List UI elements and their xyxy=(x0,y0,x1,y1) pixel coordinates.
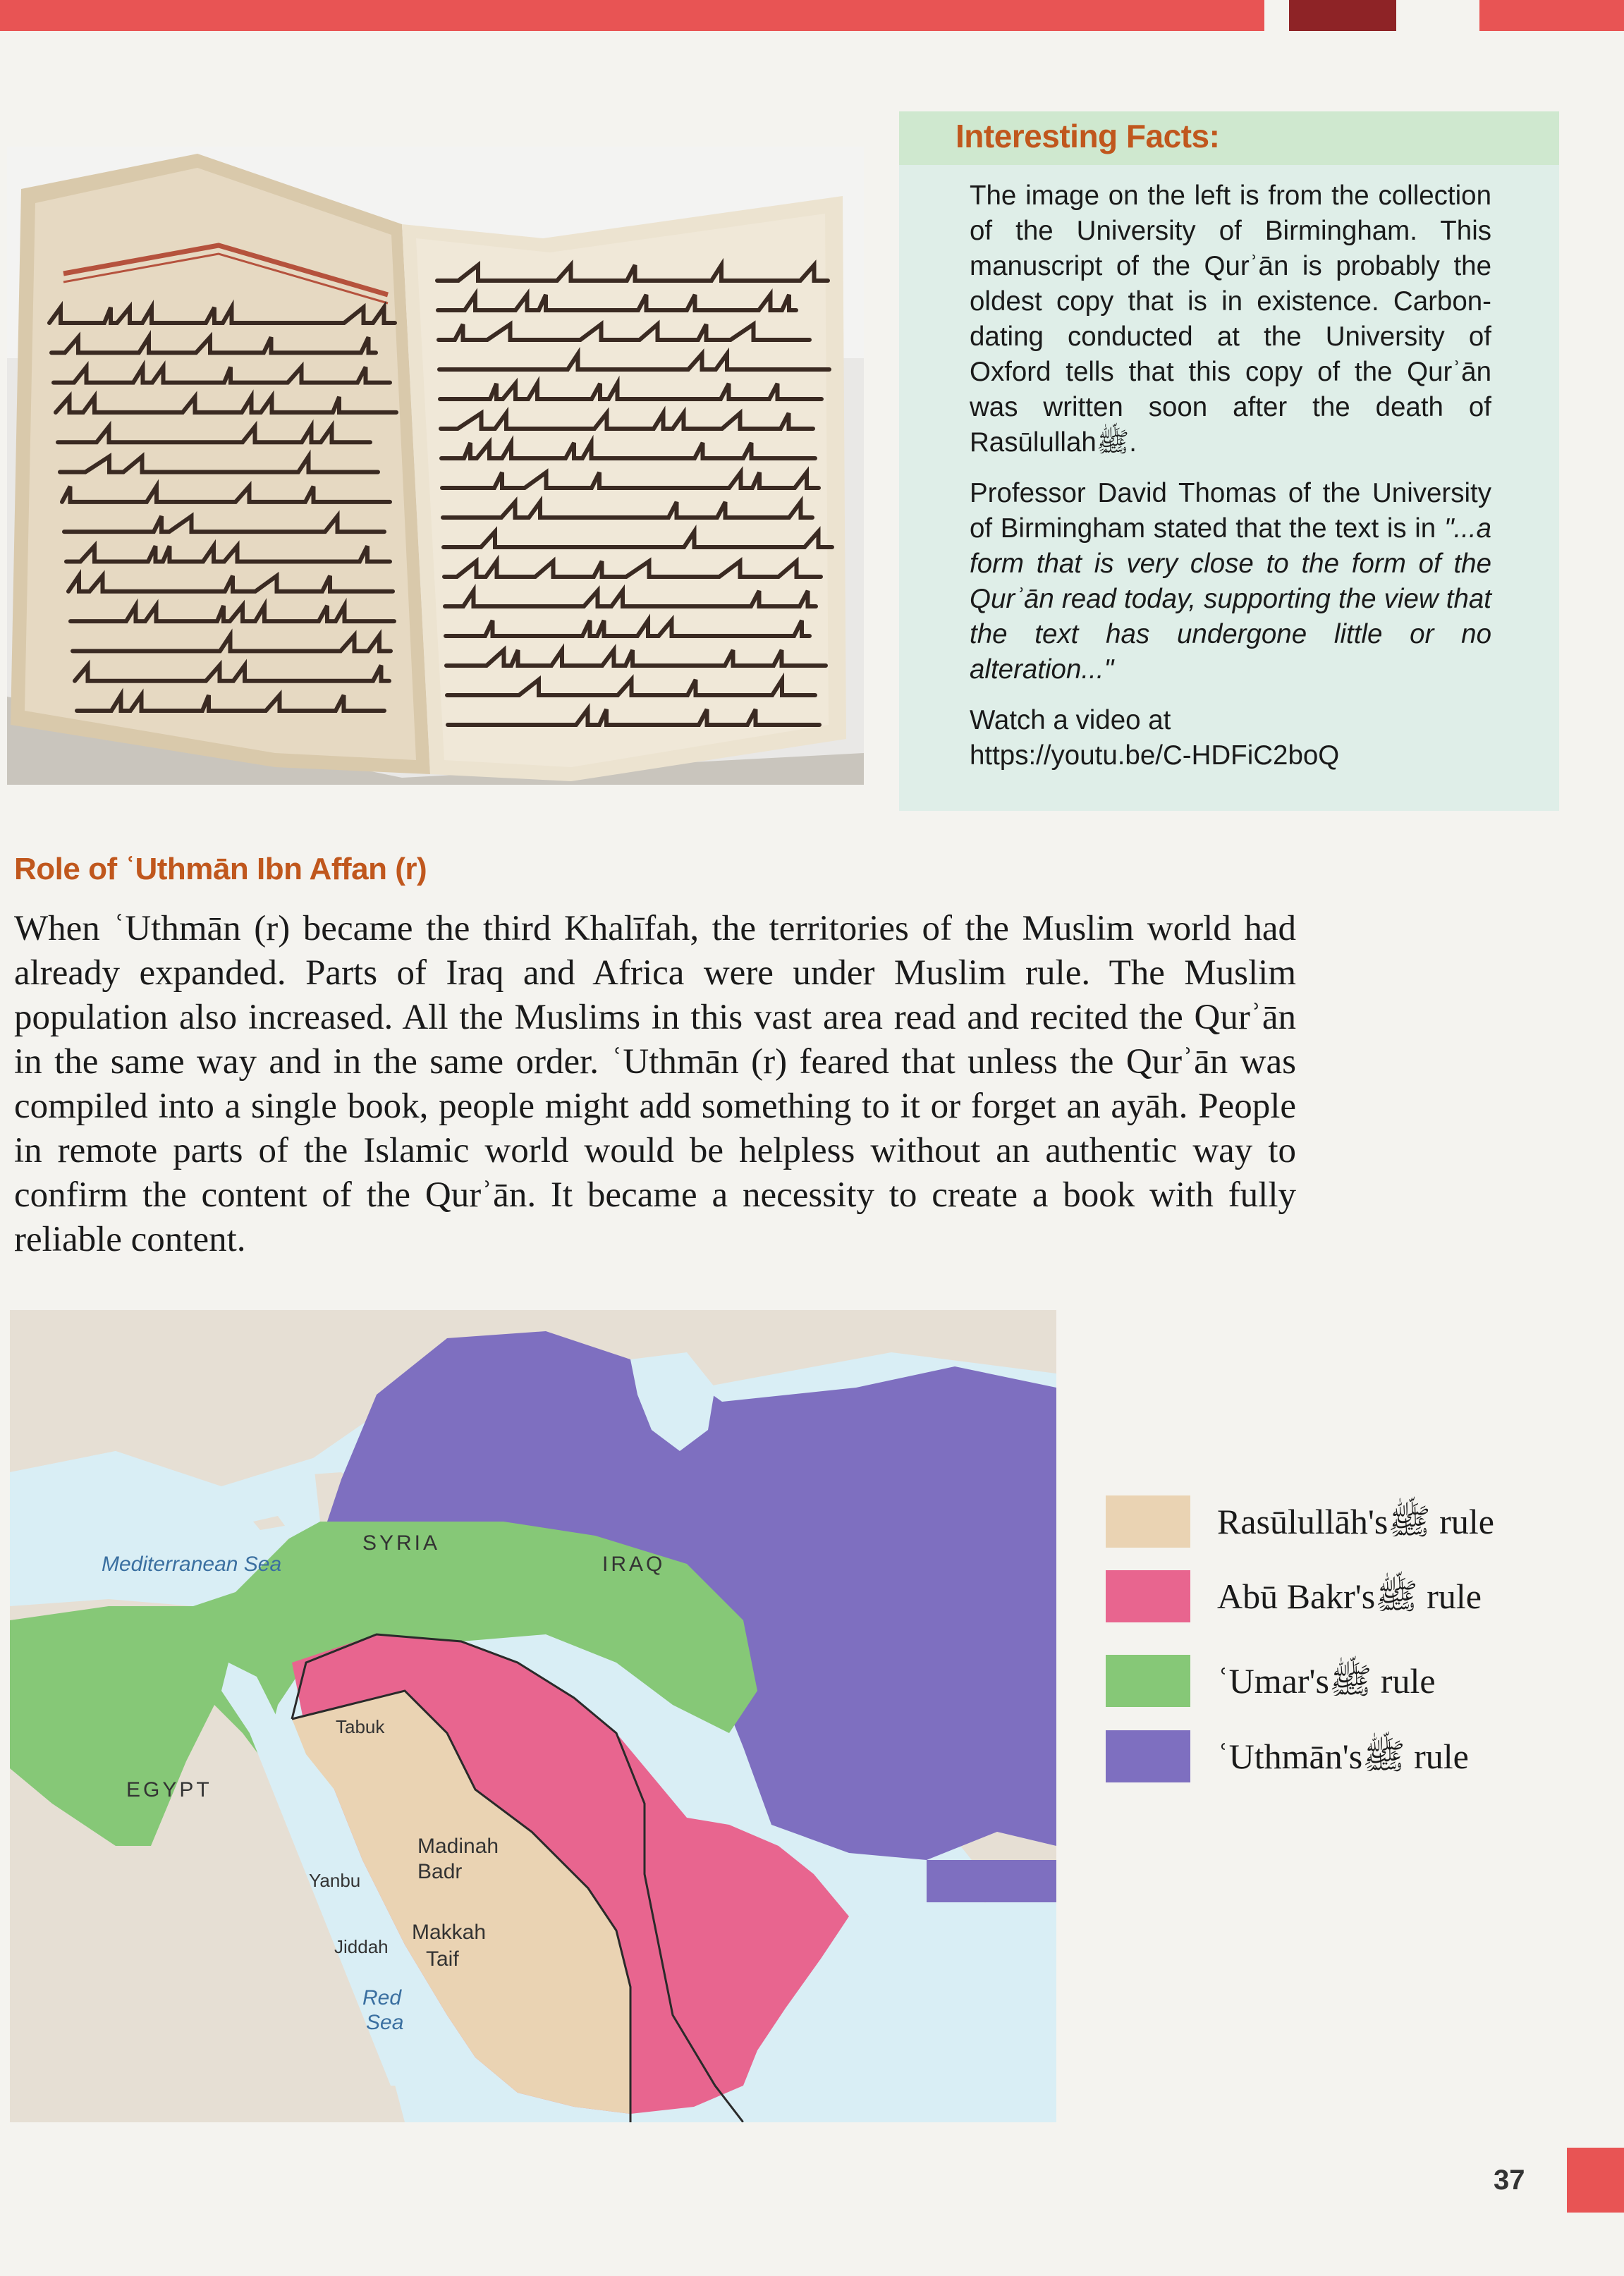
legend-item-uthman xyxy=(1106,1728,1557,1785)
legend-swatch xyxy=(1106,1570,1190,1622)
facts-paragraph-2 xyxy=(970,476,1491,687)
map-label-badr: Badr xyxy=(417,1860,463,1883)
map-label-syria: SYRIA xyxy=(362,1531,441,1555)
section-body: When ʿUthmān (r) became the third Khalīfah, the territories of the Muslim world had already expanded. Parts of Iraq and Africa were under Muslim rule. The Muslim population also increased. All the Muslims in this vast area read and recited the Qurʾān in the same way and in the same order. ʿUthmān (r) feared that unless the Qurʾān was compiled into a single book, people might add something to it or forget an ayāh. People in remote parts of the Islamic world would be helpless without an authentic way to confirm the content of the Qurʾān. It became a necessity to create a book with fully reliable content. xyxy=(14,909,1296,1259)
map-label-taif: Taif xyxy=(426,1947,459,1971)
legend-swatch xyxy=(1106,1730,1190,1782)
video-label: Watch a video at xyxy=(970,705,1171,735)
legend-label: Rasūlullāh'sﷺ rule xyxy=(1217,1502,1494,1541)
header-bar-left xyxy=(0,0,1264,31)
legend-swatch xyxy=(1106,1655,1190,1707)
map-label-madinah: Madinah xyxy=(417,1835,499,1858)
facts-title: Interesting Facts: xyxy=(956,118,1220,154)
header-bar-accent xyxy=(1289,0,1396,31)
map-label-yanbu: Yanbu xyxy=(309,1870,361,1891)
territory-map xyxy=(10,1310,1056,2122)
section-heading: Role of ʿUthmān Ibn Affan (r) xyxy=(14,852,427,886)
map-label-iraq: IRAQ xyxy=(602,1553,666,1576)
legend-label: ʿUthmān'sﷺ rule xyxy=(1217,1737,1469,1776)
map-label-mediterranean: Mediterranean Sea xyxy=(102,1553,282,1576)
video-link[interactable]: https://youtu.be/C-HDFiC2boQ xyxy=(970,740,1340,771)
page-number: 37 xyxy=(1494,2165,1525,2196)
facts-quote: "...a form that is very close to the form of the Qurʾān read today, supporting the view that the text has undergone little or no alteration..." xyxy=(970,513,1491,685)
map-label-egypt: EGYPT xyxy=(126,1778,212,1801)
manuscript-photo xyxy=(7,147,864,785)
facts-paragraph-3 xyxy=(970,703,1491,773)
legend-swatch xyxy=(1106,1495,1190,1548)
legend-label: Abū Bakr'sﷺ rule xyxy=(1217,1577,1482,1616)
corner-bar xyxy=(1567,2148,1624,2213)
facts-paragraph-2-intro: Professor David Thomas of the University of Birmingham stated that the text is in xyxy=(970,478,1491,544)
map-label-tabuk: Tabuk xyxy=(336,1716,385,1737)
header-bar-right xyxy=(1479,0,1624,31)
facts-paragraph-1: The image on the left is from the collection of the University of Birmingham. This manuscript of the Qurʾān is probably the oldest copy that is in existence. Carbon-dating conducted at the University of Oxford tells that this copy of the Qurʾān was written soon after the death of Rasūlullahﷺ. xyxy=(970,181,1491,458)
map-iran-land xyxy=(927,1860,1056,1902)
legend-item-umar xyxy=(1106,1653,1557,1709)
map-label-sea: Sea xyxy=(366,2011,404,2034)
map-label-makkah: Makkah xyxy=(412,1921,487,1944)
map-label-red: Red xyxy=(362,1986,402,2009)
legend-item-rasulullah xyxy=(1106,1493,1557,1550)
map-label-jiddah: Jiddah xyxy=(334,1936,389,1957)
facts-body xyxy=(970,178,1491,789)
legend-label: ʿUmar'sﷺ rule xyxy=(1217,1661,1436,1701)
legend-item-abu-bakr xyxy=(1106,1568,1557,1625)
interesting-facts-box xyxy=(899,111,1559,811)
